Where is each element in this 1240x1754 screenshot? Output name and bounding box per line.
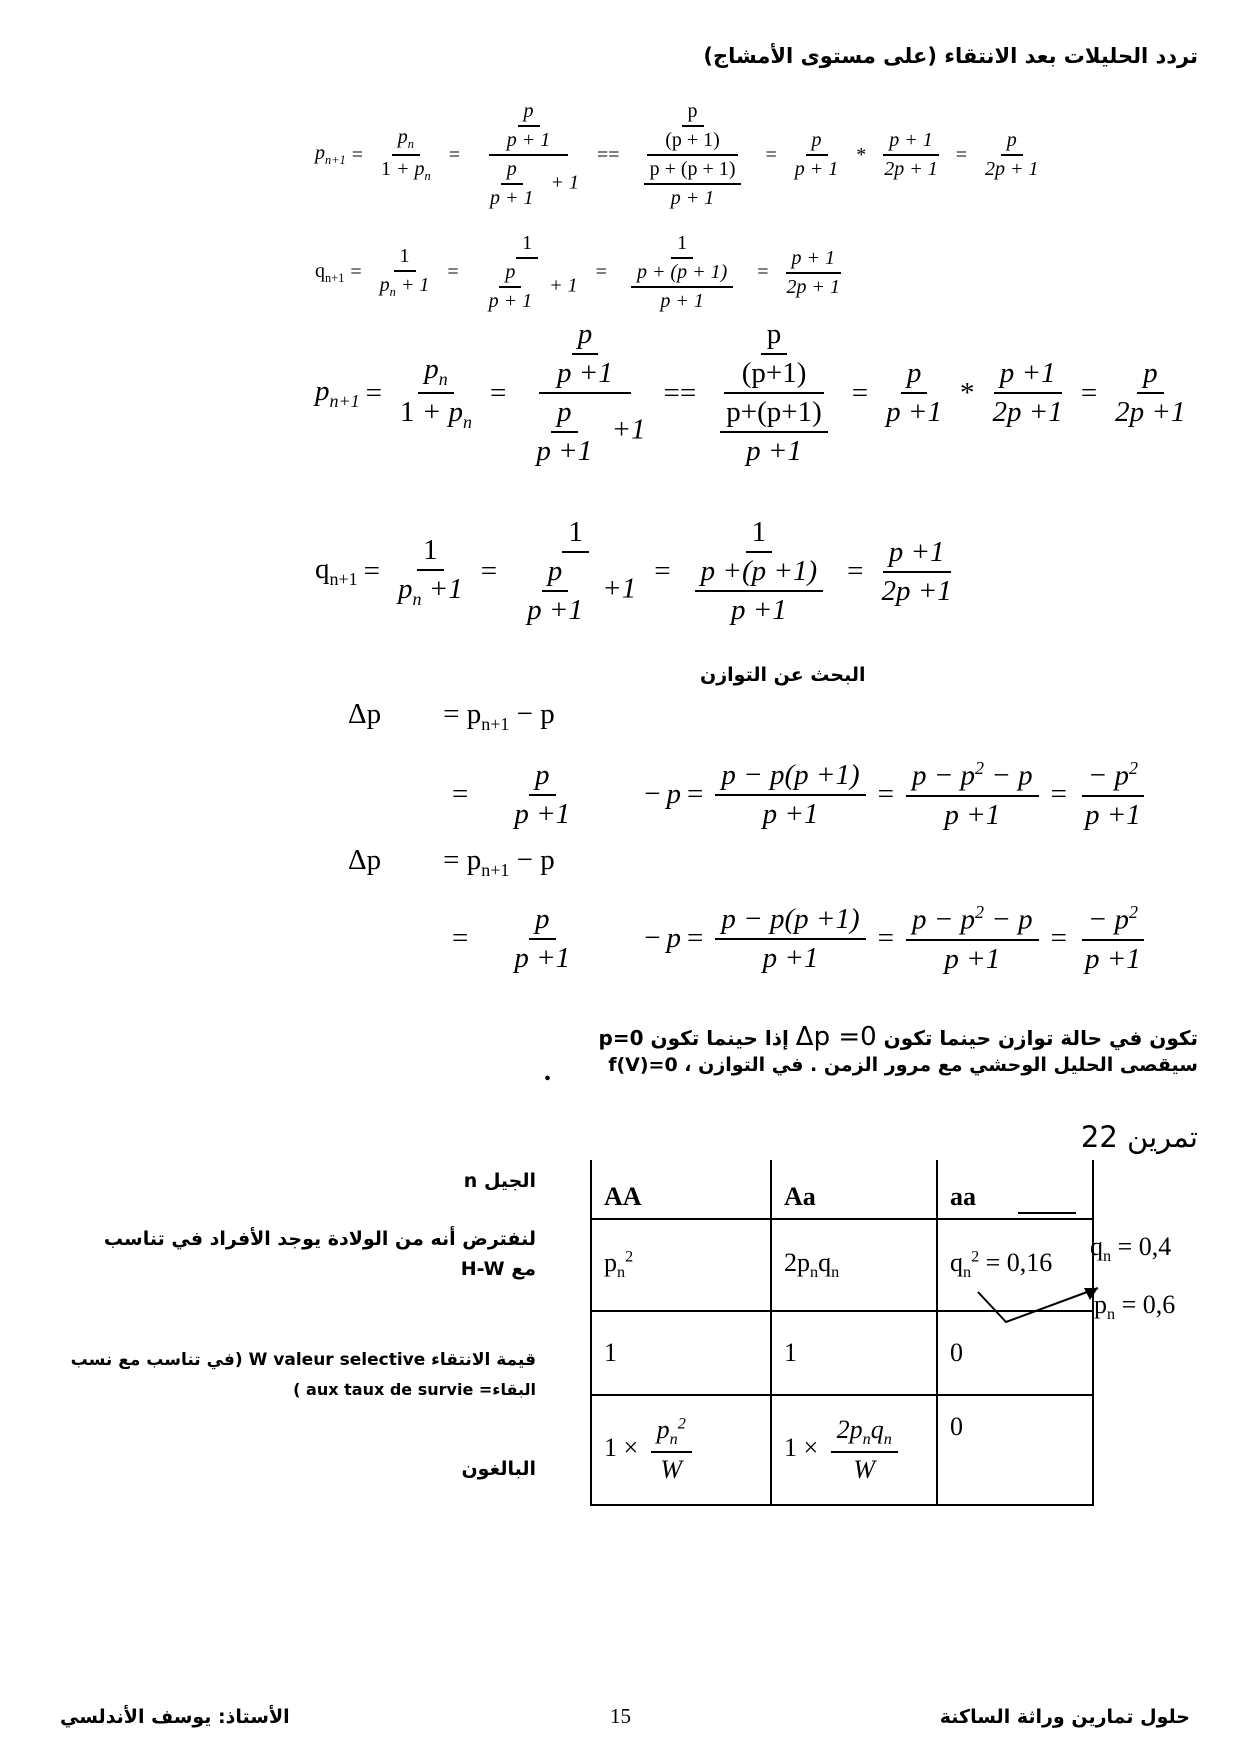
delta-p-expansion-2: = $\frac{p}{p +1}$ − p = $\frac{p - p(p +1)}{p +1}$ = $\frac{p - p^2 - p}{p +1}$ = $\frac{- p^2}{p +1}$ xyxy=(446,902,1153,976)
equilibrium-heading: البحث عن التوازن xyxy=(700,664,866,686)
exercise-title: تمرين 22 xyxy=(1080,1120,1198,1154)
side-p-value: $p_n = 0,6$ xyxy=(1094,1290,1176,1324)
cell-adult-aa: 0 xyxy=(937,1395,1093,1505)
label-adults: البالغون xyxy=(461,1458,536,1480)
table-row-adults xyxy=(591,1395,1093,1505)
cell-hw-Aa: $2p_nq_n$ xyxy=(771,1219,937,1311)
cell-w-Aa: 1 xyxy=(771,1311,937,1395)
header-aa: aa xyxy=(937,1160,1093,1219)
conclusion-line-1: تكون في حالة توازن حينما تكون Δp =0 إذا حينما تكون p=0 xyxy=(598,1022,1198,1052)
arrow-icon xyxy=(960,1270,1120,1340)
cell-w-aa: 0 xyxy=(937,1311,1093,1395)
conclusion-line-2: سيقصى الحليل الوحشي مع مرور الزمن . في التوازن ، f(V)=0 xyxy=(608,1054,1198,1076)
cell-adult-AA: 1 × $\frac{p_n^2}{W}$ xyxy=(591,1395,771,1505)
label-hw-line2: مع H-W xyxy=(460,1258,536,1280)
cell-hw-AA: $p_n^2$ xyxy=(591,1219,771,1311)
header-AA: AA xyxy=(591,1160,771,1219)
footer-page-number: 15 xyxy=(610,1704,631,1728)
cell-w-AA: 1 xyxy=(591,1311,771,1395)
stray-dot: . xyxy=(544,1056,551,1087)
page-heading: تردد الحليلات بعد الانتقاء (على مستوى الأمشاج) xyxy=(703,44,1198,68)
equation-q-next-large: $q_{n+1}$ = $\frac{1}{p_n +1}$ = 1 $\frac{p}{p +1}$ +1 = $\frac{1}{\frac{p +(p +1)}{p +1}}$ = $\frac{p +1}{2p +1}$ xyxy=(315,516,952,626)
equation-q-next-small: $q_{n+1}$ = $\frac{1}{p_n + 1}$ = 1 $\frac{p}{p + 1}$ + 1 = $\frac{1}{\frac{p + (p + 1)}{p + 1}}$ = $\frac{p + 1}{2p + 1}$ xyxy=(315,232,841,312)
cell-hw-aa: $q_n^2 = 0,16$ xyxy=(937,1219,1093,1311)
label-hw-line1: لنفترض أنه من الولادة يوجد الأفراد في تناسب xyxy=(103,1228,536,1250)
header-Aa: Aa xyxy=(771,1160,937,1219)
side-q-value: $q_n = 0,4$ xyxy=(1090,1232,1172,1266)
equation-p-next-small: $p_{n+1}$ = $\frac{p_n}{1 + p_n}$ = $\frac{p}{p + 1}$ $\frac{p}{p + 1}$ + 1 == $\frac{\frac{p}{(p + 1)}}{\frac{p + (p + 1)}{p + 1}}$ = $\frac{p}{p + 1}$ * $\frac{p + 1}{2p + 1}$ = $\frac{p}{2p + 1}$ xyxy=(315,100,1039,209)
footer-author: الأستاذ: يوسف الأندلسي xyxy=(60,1706,290,1728)
footer-title: حلول تمارين وراثة الساكنة xyxy=(939,1706,1190,1728)
label-selective-line2: البقاء= aux taux de survie ) xyxy=(293,1380,536,1399)
equation-p-next-large: $p_{n+1}$ = $\frac{p_n}{1 + p_n}$ = $\frac{p}{p +1}$ $\frac{p}{p +1}$ +1 == $\frac{\frac{p}{(p+1)}}{\frac{p+(p+1)}{p +1}}$ = $\frac{p}{p +1}$ * $\frac{p +1}{2p +1}$ = $\frac{p}{2p +1}$ xyxy=(315,318,1186,467)
delta-p-definition-2: $\Delta p = p_{n+1} - p$ xyxy=(348,844,555,880)
delta-p-expansion-1: = $\frac{p}{p +1}$ − p = $\frac{p - p(p +1)}{p +1}$ = $\frac{p - p^2 - p}{p +1}$ = $\frac{- p^2}{p +1}$ xyxy=(446,758,1153,832)
delta-p-definition-1: $\Delta p = p_{n+1} - p$ xyxy=(348,698,555,734)
label-selective-line1: قيمة الانتقاء W valeur selective (في تناسب مع نسب xyxy=(70,1350,536,1370)
table-header-row xyxy=(591,1160,1093,1219)
cell-adult-Aa: 1 × $\frac{2p_nq_n}{W}$ xyxy=(771,1395,937,1505)
header-extension-line xyxy=(1018,1212,1076,1214)
label-generation: الجيل n xyxy=(463,1170,536,1192)
